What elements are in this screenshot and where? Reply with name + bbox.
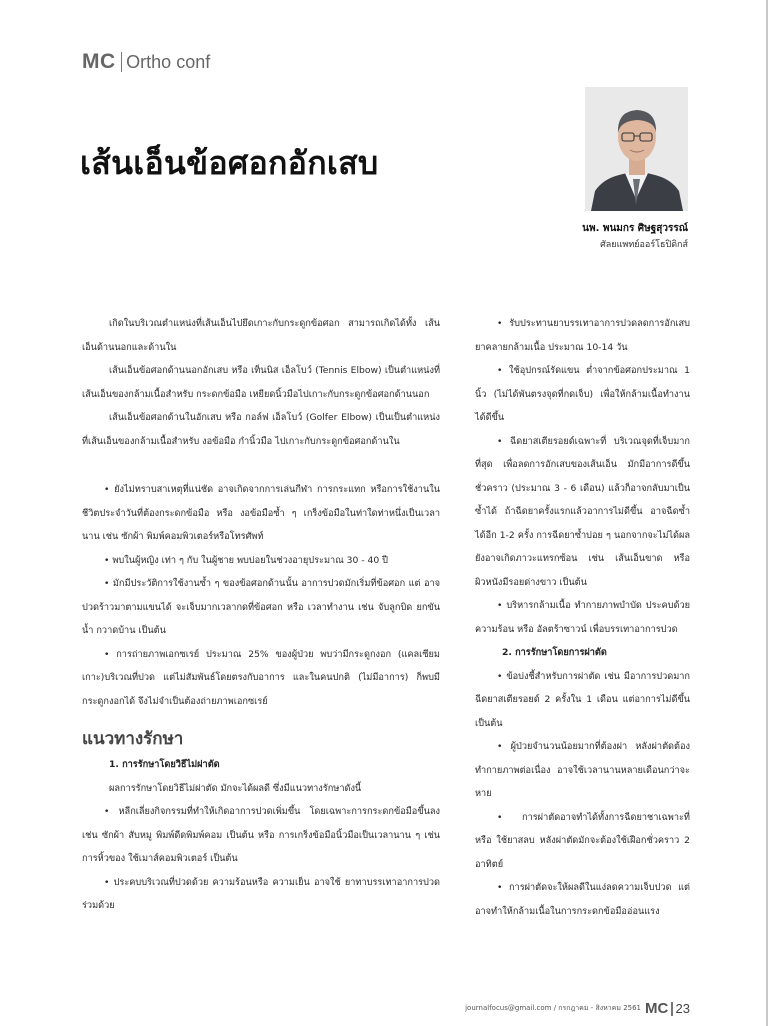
surgical-heading: 2. การรักษาโดยการผ่าตัด <box>502 647 607 658</box>
footer-divider <box>671 1002 672 1016</box>
surgical-item: • ข้อบ่งชี้สำหรับการผ่าตัด เช่น มีอาการปวดมาก ฉีดยาสเตียรอยด์ 2 ครั้งใน 1 เดือน แต่อาการไม่ดีขึ้น เป็นต้น <box>475 670 690 729</box>
treatment-heading: แนวทางรักษา <box>82 729 184 749</box>
cause-item: • การถ่ายภาพเอกซเรย์ ประมาณ 25% ของผู้ป่วย พบว่ามีกระดูกงอก (แคลเซียมเกาะ)บริเวณที่ปวด แต่ไม่สัมพันธ์โดยตรงกับอาการ และในคนปกติ (ไม่มีอาการ) ก็พบมีกระดูกงอกได้ จึงไม่จำเป็นต้องถ่ายภาพเอกซเรย์ <box>82 648 440 707</box>
author-role: ศัลยแพทย์ออร์โธปิดิกส์ <box>600 240 688 250</box>
article-title: เส้นเอ็นข้อศอกอักเสบ <box>80 144 379 182</box>
surgical-item: • ผู้ป่วยจำนวนน้อยมากที่ต้องผ่า หลังผ่าตัดต้องทำกายภาพต่อเนื่อง อาจใช้เวลานานหลายเดือนกว่าจะหาย <box>475 741 690 799</box>
nonsurgical-item: • ใช้อุปกรณ์รัดแขน ต่ำจากข้อศอกประมาณ 1 นิ้ว (ไม่ได้พันตรงจุดที่กดเจ็บ) เพื่อให้กล้ามเนื้อทำงานได้ดีขึ้น <box>475 365 690 423</box>
surgical-item: • การผ่าตัดจะให้ผลดีในแง่ลดความเจ็บปวด แต่ อาจทำให้กล้ามเนื้อในการกระดกข้อมืออ่อนแรง <box>475 882 690 917</box>
brand-divider <box>121 52 123 72</box>
page-footer <box>465 1000 690 1017</box>
footer-contact: journalfocus@gmail.com / กรกฎาคม - สิงหาคม 2561 <box>465 1004 642 1012</box>
cause-item: • มักมีประวัติการใช้งานซ้ำ ๆ ของข้อศอกด้านนั้น อาการปวดมักเริ่มที่ข้อศอก แต่ อาจปวดร้าวมาตามแขนได้ จะเจ็บมากเวลากดที่ข้อศอก หรือ เวลาทำงาน เช่น จับลูกบิด ยกขันน้ำ กวาดบ้าน เป็นต้น <box>82 578 440 636</box>
section-name: Ortho conf <box>126 51 211 72</box>
nonsurgical-intro: ผลการรักษาโดยวิธีไม่ผ่าตัด มักจะได้ผลดี ซึ่งมีแนวทางรักษาดังนี้ <box>109 782 362 794</box>
intro-paragraph: เส้นเอ็นข้อศอกด้านในอักเสบ หรือ กอล์ฟ เอ็ลโบว์ (Golfer Elbow) เป็นเป็นตำแหน่งที่เส้นเอ็นของกล้ามเนื้อสำหรับ งอข้อมือ กำนิ้วมือ ไปเกาะกับกระดูกข้อศอกด้านใน <box>82 412 440 447</box>
nonsurgical-item: • ประคบบริเวณที่ปวดด้วย ความร้อนหรือ ความเย็น อาจใช้ ยาทาบรรเทาอาการปวดร่วมด้วย <box>82 876 440 911</box>
cause-item: • ยังไม่ทราบสาเหตุที่แน่ชัด อาจเกิดจากการเล่นกีฬา การกระแทก หรือการใช้งานในชีวิตประจำวันที่ต้องกระดกข้อมือ หรือ งอข้อมือซ้ำ ๆ เกร็งข้อมือในท่าใดท่าหนึ่งเป็นเวลานาน เช่น ซักผ้า พิมพ์คอมพิวเตอร์หรือโทรศัพท์ <box>82 484 440 542</box>
page-number: 23 <box>675 1001 690 1016</box>
right-column <box>475 312 690 923</box>
brand-logo: MC <box>82 50 116 73</box>
spacer <box>82 453 440 478</box>
left-column <box>82 312 440 918</box>
nonsurgical-item: • รับประทานยาบรรเทาอาการปวดลดการอักเสบ ยาคลายกล้ามเนื้อ ประมาณ 10-14 วัน <box>475 318 690 353</box>
surgical-item: • การผ่าตัดอาจทำได้ทั้งการฉีดยาชาเฉพาะที่ หรือ ใช้ยาสลบ หลังผ่าตัดมักจะต้องใช้เฝือกชั่วคราว 2 อาทิตย์ <box>475 811 690 870</box>
footer-brand-logo: MC <box>645 1000 669 1017</box>
nonsurgical-heading: 1. การรักษาโดยวิธีไม่ผ่าตัด <box>109 759 220 770</box>
author-photo <box>585 87 688 211</box>
nonsurgical-item: • ฉีดยาสเตียรอยด์เฉพาะที่ บริเวณจุดที่เจ็บมากที่สุด เพื่อลดการอักเสบของเส้นเอ็น มักมีอาการดีขึ้นชั่วคราว (ประมาณ 3 - 6 เดือน) แล้วก็อาจกลับมาเป็นซ้ำได้ ถ้าฉีดยาครั้งแรกแล้วอาการไม่ดีขึ้น อาจฉีดซ้ำได้อีก 1-2 ครั้ง การฉีดยาซ้ำบ่อย ๆ นอกจากจะไม่ได้ผล ยังอาจเกิดภาวะแทรกซ้อน เช่น เส้นเอ็นขาด หรือ ผิวหนังมีรอยด่างขาว เป็นต้น <box>475 435 690 588</box>
nonsurgical-item: • หลีกเลี่ยงกิจกรรมที่ทำให้เกิดอาการปวดเพิ่มขึ้น โดยเฉพาะการกระดกข้อมือขึ้นลง เช่น ซักผ้า สับหมู พิมพ์ดีดพิมพ์คอม เป็นต้น หรือ การเกร็งข้อมือนิ้วมือเป็นเวลานาน ๆ เช่น การหิ้วของ ใช้เมาส์คอมพิวเตอร์ เป็นต้น <box>82 806 440 864</box>
cause-item: • พบในผู้หญิง เท่า ๆ กับ ในผู้ชาย พบบ่อยในช่วงอายุประมาณ 30 - 40 ปี <box>104 554 388 566</box>
magazine-header <box>82 50 210 74</box>
intro-paragraph: เส้นเอ็นข้อศอกด้านนอกอักเสบ หรือ เท็นนิส เอ็ลโบว์ (Tennis Elbow) เป็นตำแหน่งที่เส้นเอ็นของกล้ามเนื้อสำหรับ กระดกข้อมือ เหยียดนิ้วมือไปเกาะกับกระดูกข้อศอกด้านนอก <box>82 365 440 400</box>
author-block <box>582 221 688 253</box>
nonsurgical-item: • บริหารกล้ามเนื้อ ทำกายภาพบำบัด ประคบด้วยความร้อน หรือ อัลตร้าซาวน์ เพื่อบรรเทาอาการปวด <box>475 600 690 635</box>
author-portrait-image <box>585 87 688 211</box>
intro-paragraph: เกิดในบริเวณตำแหน่งที่เส้นเอ็นไปยึดเกาะกับกระดูกข้อศอก สามารถเกิดได้ทั้ง เส้นเอ็นด้านนอกและด้านใน <box>82 318 440 353</box>
author-name: นพ. พนมกร ศิษฐสุวรรณ์ <box>582 223 688 234</box>
